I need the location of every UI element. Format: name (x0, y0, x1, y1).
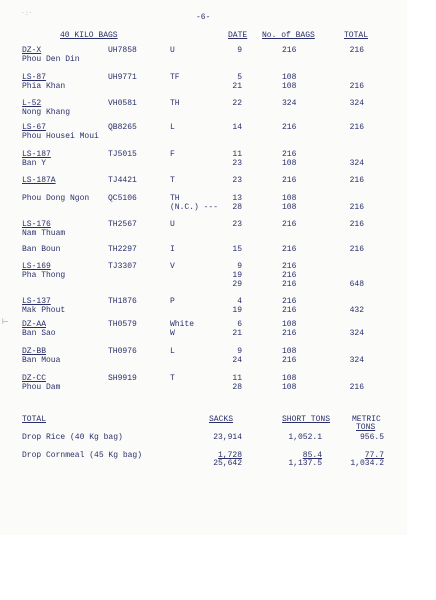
drop-date: 21 (232, 82, 242, 91)
site-name: Pha Thong (22, 271, 66, 280)
bag-count: 108 (282, 383, 297, 392)
drop-type: T (170, 374, 175, 383)
drop-date: 11 (232, 374, 242, 383)
drop-date: 9 (237, 46, 242, 55)
drop-type-note: W (170, 329, 175, 338)
grand-total-sacks: 25,642 (213, 459, 242, 468)
site-name: Ban Moua (22, 356, 61, 365)
grid-reference: TH2567 (108, 220, 137, 229)
site-name: Nong Khang (22, 108, 71, 117)
row-total: 216 (349, 176, 364, 185)
grid-reference: TH0579 (108, 320, 137, 329)
drop-type: V (170, 262, 175, 271)
drop-type: TH (170, 194, 180, 203)
drop-date: 23 (232, 159, 242, 168)
bag-count: 108 (282, 194, 297, 203)
header-kilo-bags: 40 KILO BAGS (60, 31, 118, 40)
site-code: LS-187 (22, 150, 51, 159)
row-total: 324 (349, 329, 364, 338)
site-code: LS-137 (22, 297, 51, 306)
bag-count: 216 (282, 46, 297, 55)
site-code: DZ-AA (22, 320, 47, 329)
drop-type: L (170, 347, 175, 356)
drop-date: 23 (232, 220, 242, 229)
corner-smudge: · : · (22, 10, 32, 17)
grid-reference: UH9771 (108, 73, 137, 82)
summary-short-tons-label: SHORT TONS (282, 415, 331, 424)
bag-count: 108 (282, 203, 297, 212)
drop-type: White (170, 320, 195, 329)
site-code: DZ-CC (22, 374, 47, 383)
site-name: Phou Dam (22, 383, 61, 392)
drop-date: 13 (232, 194, 242, 203)
site-code: LS-169 (22, 262, 51, 271)
bag-count: 216 (282, 245, 297, 254)
site-name: Nam Thuam (22, 229, 66, 238)
drop-cornmeal-metric: 77.7 (364, 451, 384, 460)
drop-cornmeal-label: Drop Cornmeal (45 Kg bag) (22, 451, 143, 460)
grand-total-metric: 1,034.2 (350, 459, 384, 468)
drop-date: 19 (232, 306, 242, 315)
summary-metric-label: METRIC (352, 415, 381, 424)
drop-date: 22 (232, 99, 242, 108)
row-total: 216 (349, 245, 364, 254)
drop-date: 23 (232, 176, 242, 185)
summary-total-label: TOTAL (22, 415, 47, 424)
bag-count: 108 (282, 374, 297, 383)
site-code: LS-176 (22, 220, 51, 229)
row-total: 648 (349, 280, 364, 289)
bag-count: 216 (282, 280, 297, 289)
page-number: -6- (196, 13, 211, 22)
drop-date: 24 (232, 356, 242, 365)
drop-rice-short-tons: 1,052.1 (288, 433, 322, 442)
grid-reference: VH0581 (108, 99, 137, 108)
site-code: DZ-BB (22, 347, 47, 356)
grid-reference: TJ4421 (108, 176, 137, 185)
site-name: Phou Den Din (22, 55, 80, 64)
drop-type: T (170, 176, 175, 185)
site-code: LS-187A (22, 176, 56, 185)
grid-reference: TH1876 (108, 297, 137, 306)
site-name: Ban Y (22, 159, 47, 168)
row-total: 216 (349, 203, 364, 212)
site-code: Phou Dong Ngon (22, 194, 90, 203)
drop-date: 28 (232, 383, 242, 392)
grid-reference: QC5106 (108, 194, 137, 203)
drop-date: 11 (232, 150, 242, 159)
drop-date: 9 (237, 262, 242, 271)
drop-date: 21 (232, 329, 242, 338)
row-total: 216 (349, 46, 364, 55)
drop-cornmeal-sacks: 1,728 (217, 451, 242, 460)
bag-count: 216 (282, 356, 297, 365)
bag-count: 324 (282, 99, 297, 108)
bag-count: 216 (282, 176, 297, 185)
bag-count: 216 (282, 306, 297, 315)
drop-type-note: (N.C.) --- (170, 203, 219, 212)
drop-date: 28 (232, 203, 242, 212)
row-total: 216 (349, 123, 364, 132)
drop-type: TH (170, 99, 180, 108)
row-total: 216 (349, 220, 364, 229)
bag-count: 108 (282, 73, 297, 82)
drop-type: F (170, 150, 175, 159)
grid-reference: UH7858 (108, 46, 137, 55)
drop-date: 4 (237, 297, 242, 306)
site-code: DZ-X (22, 46, 42, 55)
grid-reference: SH9919 (108, 374, 137, 383)
drop-type: L (170, 123, 175, 132)
site-code: L-52 (22, 99, 42, 108)
drop-date: 14 (232, 123, 242, 132)
drop-rice-label: Drop Rice (40 Kg bag) (22, 433, 123, 442)
site-name: Phou Housei Moui (22, 132, 99, 141)
row-total: 324 (349, 99, 364, 108)
header-num-bags: No. of BAGS (262, 31, 315, 40)
drop-cornmeal-short-tons: 85.4 (302, 451, 322, 460)
grid-reference: TH0976 (108, 347, 137, 356)
bag-count: 216 (282, 329, 297, 338)
bag-count: 216 (282, 123, 297, 132)
drop-date: 29 (232, 280, 242, 289)
grand-total-short-tons: 1,137.5 (288, 459, 322, 468)
row-total: 432 (349, 306, 364, 315)
drop-rice-sacks: 23,914 (213, 433, 242, 442)
drop-date: 9 (237, 347, 242, 356)
grid-reference: TJ5015 (108, 150, 137, 159)
row-total: 324 (349, 159, 364, 168)
bag-count: 216 (282, 220, 297, 229)
drop-date: 5 (237, 73, 242, 82)
bag-count: 216 (282, 297, 297, 306)
drop-rice-metric: 956.5 (359, 433, 384, 442)
site-name: Mak Phout (22, 306, 66, 315)
row-total: 324 (349, 356, 364, 365)
drop-date: 19 (232, 271, 242, 280)
grid-reference: QB8265 (108, 123, 137, 132)
drop-type: I (170, 245, 175, 254)
site-name: Ban Sao (22, 329, 56, 338)
drop-type: U (170, 220, 175, 229)
summary-tons-label: TONS (356, 423, 376, 432)
bag-count: 108 (282, 159, 297, 168)
grid-reference: TH2297 (108, 245, 137, 254)
header-total: TOTAL (344, 31, 369, 40)
bag-count: 216 (282, 271, 297, 280)
header-date: DATE (228, 31, 248, 40)
site-name: Phia Khan (22, 82, 66, 91)
bag-count: 108 (282, 82, 297, 91)
row-total: 216 (349, 82, 364, 91)
bag-count: 216 (282, 262, 297, 271)
drop-type: P (170, 297, 175, 306)
row-total: 216 (349, 383, 364, 392)
grid-reference: TJ3307 (108, 262, 137, 271)
drop-type: U (170, 46, 175, 55)
site-code: LS-87 (22, 73, 47, 82)
summary-sacks-label: SACKS (209, 415, 234, 424)
site-code: Ban Boun (22, 245, 61, 254)
bag-count: 108 (282, 347, 297, 356)
site-code: LS-67 (22, 123, 47, 132)
bag-count: 108 (282, 320, 297, 329)
drop-type: TF (170, 73, 180, 82)
drop-date: 15 (232, 245, 242, 254)
bag-count: 216 (282, 150, 297, 159)
margin-mark: ⊢ (2, 317, 9, 326)
drop-date: 6 (237, 320, 242, 329)
